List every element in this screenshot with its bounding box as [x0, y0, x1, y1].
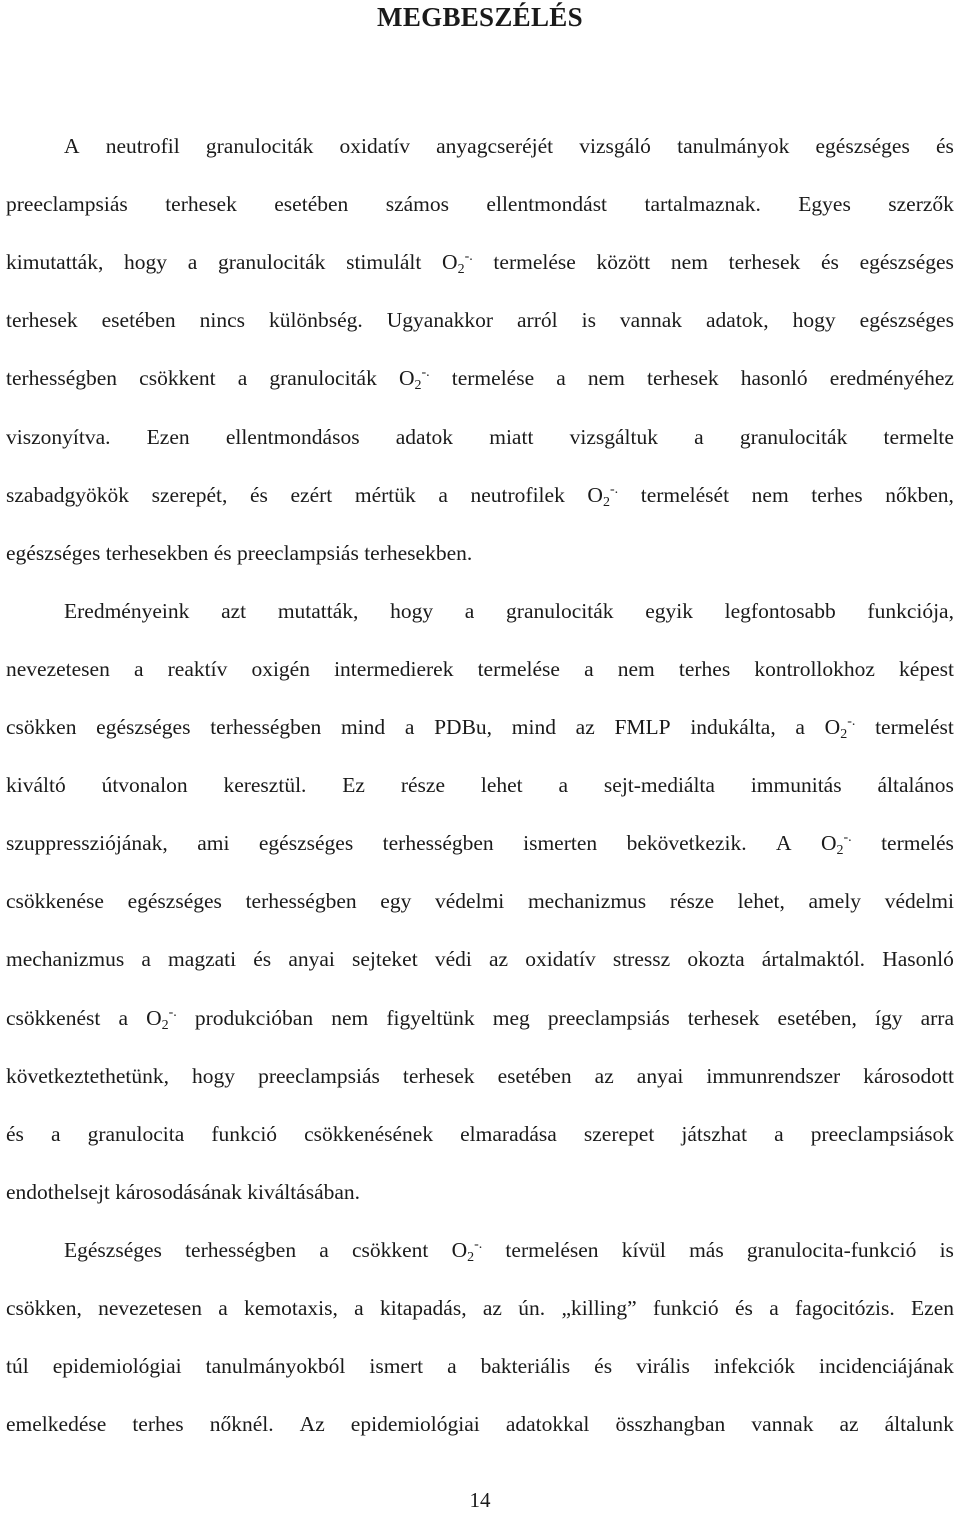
text-line: Egészséges terhességben a csökkent $O_2^{-.}$ termelésen kívül más granulocita-funkció is: [64, 1230, 954, 1270]
page-number: 14: [469, 1488, 491, 1512]
text-line: szuppressziójának, ami egészséges terhességben ismerten bekövetkezik. A $O_2^{-.}$ termelés: [6, 823, 954, 863]
text-line: és a granulocita funkció csökkenésének elmaradása szerepet játszhat a preeclampsiások: [6, 1121, 954, 1146]
text-line: mechanizmus a magzati és anyai sejteket védi az oxidatív stressz okozta ártalmaktól. Hasonló: [6, 947, 954, 972]
text-line: túl epidemiológiai tanulmányokból ismert a bakteriális és virális infekciók incidenciájának: [6, 1354, 954, 1379]
text-line: A neutrofil granulociták oxidatív anyagcseréjét vizsgáló tanulmányok egészséges és: [64, 134, 954, 158]
text-line: csökken, nevezetesen a kemotaxis, a kitapadás, az ún. „killing” funkció és a fagocitózis. Ezen: [6, 1296, 954, 1320]
text-line: csökkenést a $O_2^{-.}$ produkcióban nem figyeltünk meg preeclampsiás terhesek esetében, így arra: [6, 998, 954, 1038]
superoxide-formula: $O_2^{-.}$: [398, 365, 430, 394]
text-line: terhesek esetében nincs különbség. Ugyanakkor arról is vannak adatok, hogy egészséges: [6, 308, 954, 333]
superoxide-formula: $O_2^{-.}$: [824, 714, 856, 742]
text-line: következtethetünk, hogy preeclampsiás terhesek esetében az anyai immunrendszer károsodott: [6, 1063, 954, 1088]
text-line: egészséges terhesekben és preeclampsiás terhesekben.: [6, 540, 473, 565]
superoxide-formula: $O_2^{-.}$: [587, 481, 619, 510]
superoxide-formula: $O_2^{-.}$: [451, 1236, 483, 1265]
text-line: kiváltó útvonalon keresztül. Ez része lehet a sejt-mediálta immunitás általános: [6, 773, 954, 798]
text-line: csökken egészséges terhességben mind a PDBu, mind az FMLP indukálta, a $O_2^{-.}$ termelést: [6, 707, 954, 747]
superoxide-formula: $O_2^{-.}$: [146, 1004, 177, 1033]
superoxide-formula: $O_2^{-.}$: [442, 249, 473, 278]
text-line: nevezetesen a reaktív oxigén intermedierek termelése a nem terhes kontrollokhoz képest: [6, 656, 954, 681]
text-line: terhességben csökkent a granulociták $O_2^{-.}$ termelése a nem terhesek hasonló eredményéhez: [6, 358, 954, 398]
text-line: szabadgyökök szerepét, és ezért mértük a neutrofilek $O_2^{-.}$ termelését nem terhes nőkben,: [6, 475, 954, 515]
text-line: preeclampsiás terhesek esetében számos ellentmondást tartalmaznak. Egyes szerzők: [6, 192, 954, 217]
text-line: endothelsejt károsodásának kiváltásában.: [6, 1179, 361, 1204]
section-title: MEGBESZÉLÉS: [377, 2, 583, 32]
text-line: emelkedése terhes nőknél. Az epidemiológiai adatokkal összhangban vannak az általunk: [6, 1412, 954, 1437]
text-line: kimutatták, hogy a granulociták stimulált $O_2^{-.}$ termelése között nem terhesek és egészséges: [6, 242, 954, 282]
text-line: csökkenése egészséges terhességben egy védelmi mechanizmus része lehet, amely védelmi: [6, 889, 954, 914]
text-line: viszonyítva. Ezen ellentmondásos adatok miatt vizsgáltuk a granulociták termelte: [6, 424, 954, 449]
superoxide-formula: $O_2^{-.}$: [820, 830, 852, 859]
text-line: Eredményeink azt mutatták, hogy a granulociták egyik legfontosabb funkciója,: [64, 598, 954, 623]
